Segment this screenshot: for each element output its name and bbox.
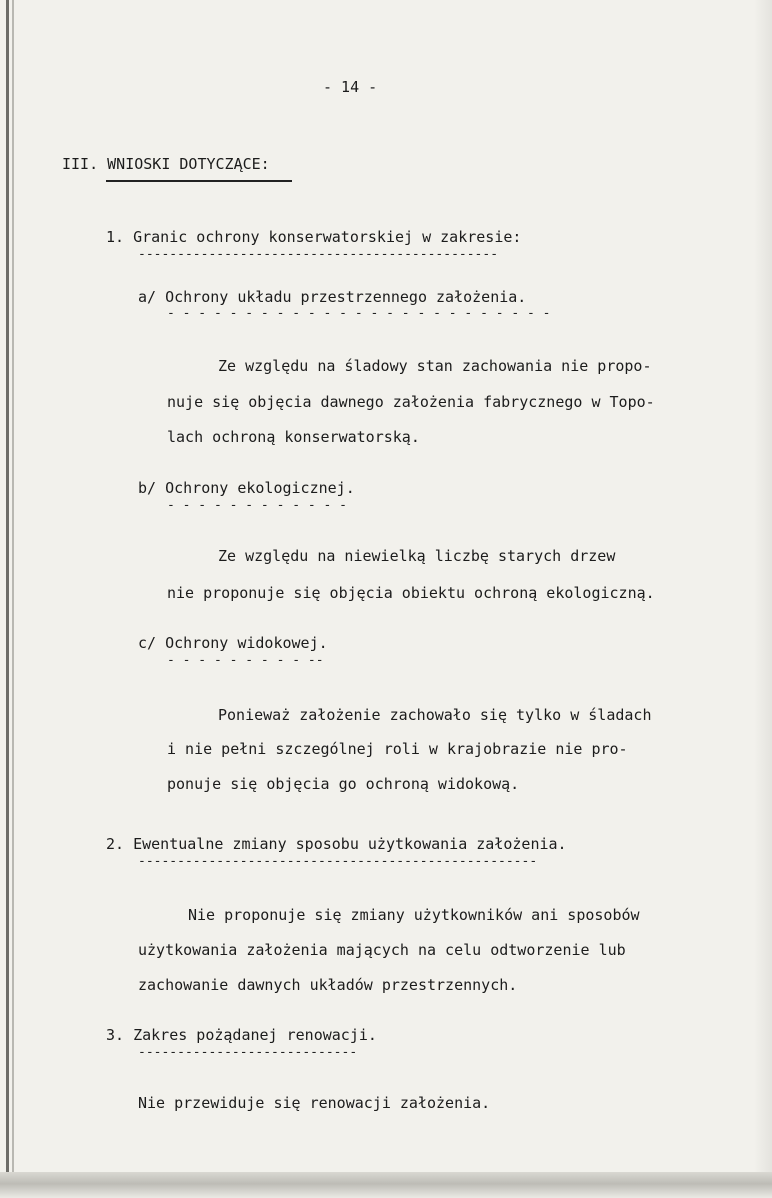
item1-sub-b-line-1: Ze względu na niewielką liczbę starych drzew <box>218 547 616 565</box>
item2-line-3: zachowanie dawnych układów przestrzennych. <box>138 976 518 994</box>
item1-sub-c-line-1: Ponieważ założenie zachowało się tylko w śladach <box>218 706 652 724</box>
item1-sub-a-line-1: Ze względu na śladowy stan zachowania nie propo- <box>218 357 652 375</box>
item3-line-1: Nie przewiduje się renowacji założenia. <box>138 1094 491 1112</box>
item1-sub-b-line-2: nie proponuje się objęcia obiektu ochroną ekologiczną. <box>167 584 655 602</box>
page-edge-left-shadow <box>12 0 14 1198</box>
item1-sub-c-line-3: ponuje się objęcia go ochroną widokową. <box>167 775 520 793</box>
item1-sub-a-underline: - - - - - - - - - - - - - - - - - - - - - - - - - <box>167 309 551 319</box>
item1-sub-b-underline: - - - - - - - - - - - - <box>167 501 348 511</box>
item1-heading: 1. Granic ochrony konserwatorskiej w zakresie: <box>106 228 522 246</box>
item2-line-1: Nie proponuje się zmiany użytkowników ani sposobów <box>188 906 640 924</box>
item1-sub-a-line-3: lach ochroną konserwatorską. <box>167 428 420 446</box>
page-edge-right <box>754 0 772 1198</box>
item1-sub-c-heading: c/ Ochrony widokowej. <box>138 634 328 652</box>
item1-underline: ---------------------------------------------- <box>138 250 499 260</box>
item1-sub-a-heading: a/ Ochrony układu przestrzennego założenia. <box>138 288 527 306</box>
item1-sub-a-line-2: nuje się objęcia dawnego założenia fabrycznego w Topo- <box>167 393 655 411</box>
item2-heading: 2. Ewentualne zmiany sposobu użytkowania założenia. <box>106 835 567 853</box>
item2-line-2: użytkowania założenia mających na celu odtworzenie lub <box>138 941 626 959</box>
page-edge-bottom <box>0 1172 772 1198</box>
page-number: - 14 - <box>323 78 378 96</box>
item3-heading: 3. Zakres pożądanej renowacji. <box>106 1026 377 1044</box>
item1-sub-b-heading: b/ Ochrony ekologicznej. <box>138 479 355 497</box>
item1-sub-c-line-2: i nie pełni szczególnej roli w krajobrazie nie pro- <box>167 740 628 758</box>
page-edge-left <box>6 0 9 1198</box>
item2-underline: --------------------------------------------------- <box>138 857 538 867</box>
item3-underline: ---------------------------- <box>138 1048 358 1058</box>
section-heading: III. WNIOSKI DOTYCZĄCE: <box>62 155 270 173</box>
section-heading-underline <box>106 180 292 182</box>
item1-sub-c-underline: - - - - - - - - - -- <box>167 656 324 666</box>
